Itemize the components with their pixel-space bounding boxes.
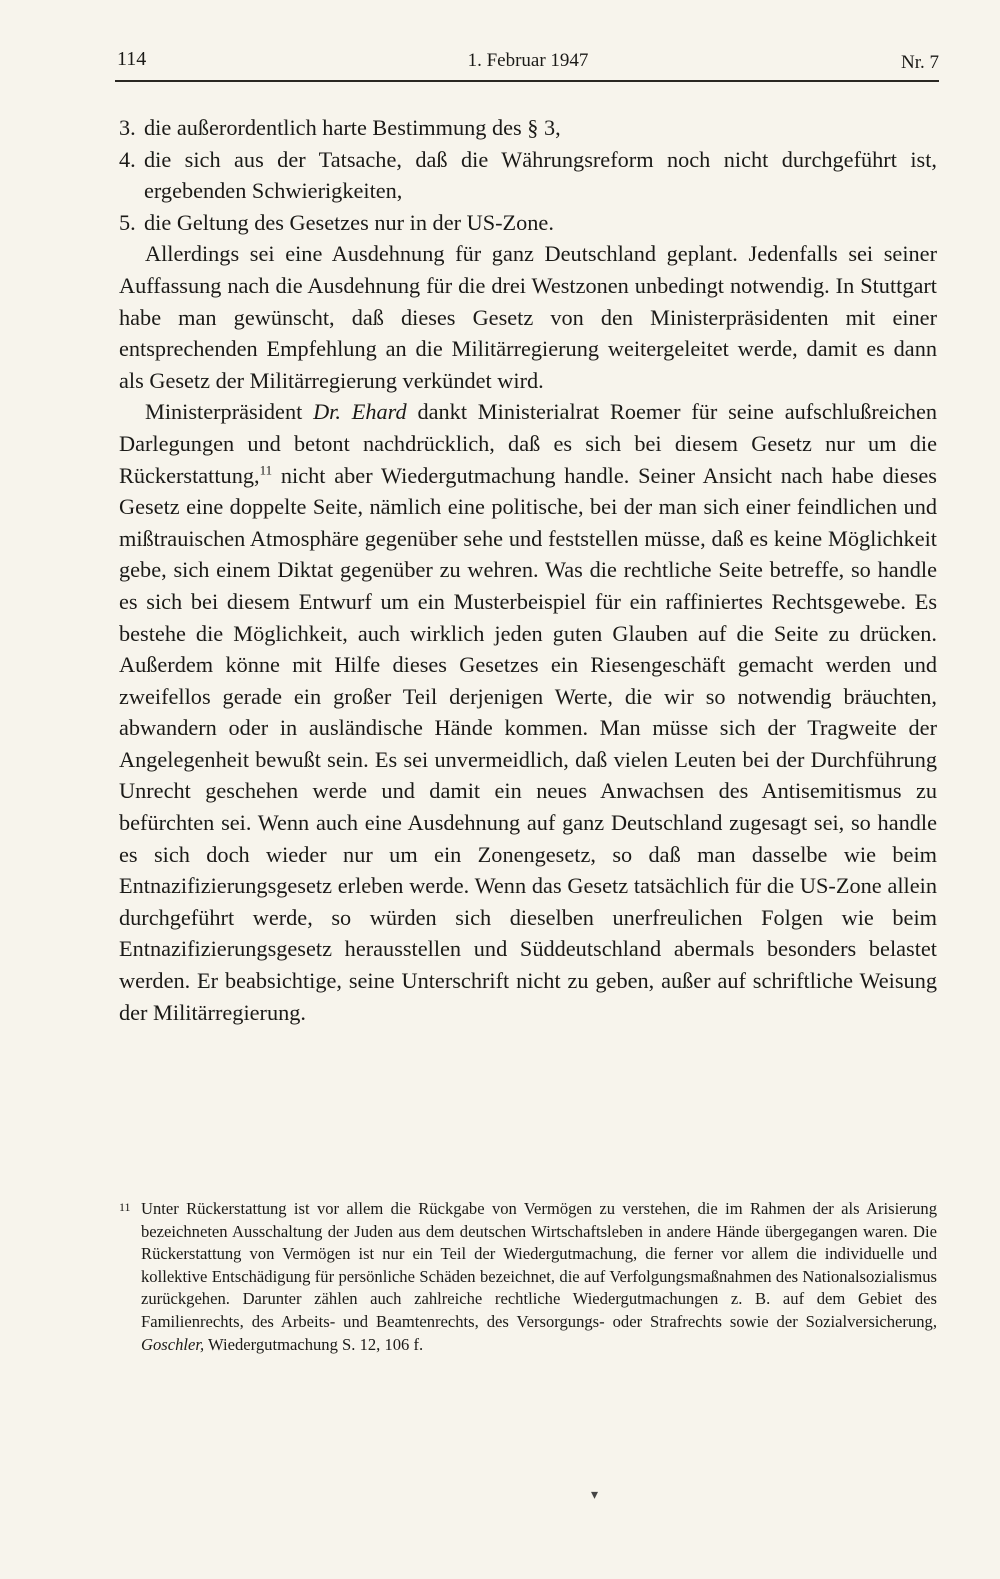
print-mark: ▾ (591, 1488, 599, 1503)
paragraph-text: dankt Ministerialrat Roemer für seine aufschlußreichen Darlegungen und betont nachdrücklich, daß es sich bei diesem Gesetz nur um die Rückerstattung, (119, 399, 937, 488)
footnote-number: 11 (119, 1200, 131, 1214)
paragraph-text: nicht aber Wiedergutmachung handle. Seiner Ansicht nach habe dieses Gesetz eine doppelte Seite, nämlich eine politische, bei der man sich einer feindlichen und mißtrauischen Atmosphäre gegenüber sehe und feststellen müsse, daß es keine Möglichkeit gebe, sich einem Diktat gegenüber zu wehren. Was die rechtliche Seite betreffe, so handle es sich bei diesem Entwurf um ein Musterbeispiel für ein raffiniertes Rechtsgewebe. Es bestehe die Möglichkeit, auch wirklich jeden guten Glauben auf die Seite zu drücken. Außerdem könne mit Hilfe dieses Gesetzes ein Riesengeschäft gemacht werden und zweifellos gerade ein großer Teil derjenigen Werte, die wir so notwendig bräuchten, abwandern oder in ausländische Hände kommen. Man müsse sich der Tragweite der Angelegenheit bewußt sein. Es sei unvermeidlich, daß vielen Leuten bei der Durchführung Unrecht geschehen werde und damit ein neues Anwachsen des Antisemitismus zu befürchten sei. Wenn auch eine Ausdehnung auf ganz Deutschland zugesagt sei, so handle es sich doch wieder nur um ein Zonengesetz, so daß man dasselbe wie beim Entnazifizierungsgesetz erleben werde. Wenn das Gesetz tatsächlich für die US-Zone allein durchgeführt werde, so würden sich dieselben unerfreulichen Folgen wie beim Entnazifizierungsgesetz herausstellen und Süddeutschland abermals besonders belastet werden. Er beabsichtige, seine Unterschrift nicht zu geben, außer auf schriftliche Weisung der Militärregierung. (119, 462, 937, 1025)
list-number: 4. (119, 146, 136, 172)
paragraph: Allerdings sei eine Ausdehnung für ganz Deutschland geplant. Jedenfalls sei seiner Auffassung nach die Ausdehnung für die drei Westzonen unbedingt notwendig. In Stuttgart habe man gewünscht, daß dieses Gesetz von den Ministerpräsidenten mit einer entsprechenden Empfehlung an die Militärregierung weitergeleitet werde, damit es dann als Gesetz der Militärregierung verkündet wird. (119, 241, 937, 393)
main-text (119, 112, 937, 1028)
list-item (119, 207, 937, 239)
footnotes (119, 1198, 937, 1356)
paragraph-text: Ministerpräsident (145, 399, 314, 425)
footnote-text-part: Unter Rückerstattung ist vor allem die Rückgabe von Vermögen zu verstehen, die im Rahmen der als Arisierung bezeichneten Ausschaltung der Juden aus dem deutschen Wirtschaftsleben in andere Hände übergegangen waren. Die Rückerstattung von Vermögen ist nur ein Teil der Wiedergutmachung, die ferner vor allem die individuelle und kollektive Entschädigung für persönliche Schäden bezeichnet, die auf Verfolgungsmaßnahmen des Nationalsozialismus zurückgehen. Darunter zählen auch zahlreiche rechtliche Wiedergutmachungen z. B. auf dem Gebiet des Familienrechts, des Arbeits- und Beamtenrechts, des Versorgungs- oder Strafrechts sowie der Sozialversicherung, (141, 1199, 937, 1331)
page-header (117, 48, 939, 78)
header-rule (115, 80, 939, 82)
list-text: die außerordentlich harte Bestimmung des § 3, (144, 115, 561, 140)
footnote-reference[interactable]: 11 (259, 462, 273, 478)
list-number: 3. (119, 115, 136, 140)
list-item (119, 144, 937, 207)
paragraph (119, 396, 937, 1028)
issue-number: Nr. 7 (901, 52, 939, 73)
footnote-author: Goschler, (141, 1334, 205, 1354)
speaker-title: Dr. (313, 399, 341, 425)
list-item (119, 112, 937, 144)
list-number: 5. (119, 209, 136, 235)
header-date: 1. Februar 1947 (467, 50, 589, 71)
speaker-name: Ehard (351, 399, 407, 425)
list-text: die sich aus der Tatsache, daß die Währungsreform noch nicht durchgeführt ist, ergebenden Schwierigkeiten, (144, 146, 937, 204)
footnote-text (141, 1198, 937, 1356)
footnote (119, 1198, 937, 1356)
list-text: die Geltung des Gesetzes nur in der US-Zone. (144, 209, 554, 235)
page-number: 114 (117, 48, 147, 70)
footnote-text-part: Wiedergutmachung S. 12, 106 f. (204, 1334, 424, 1354)
